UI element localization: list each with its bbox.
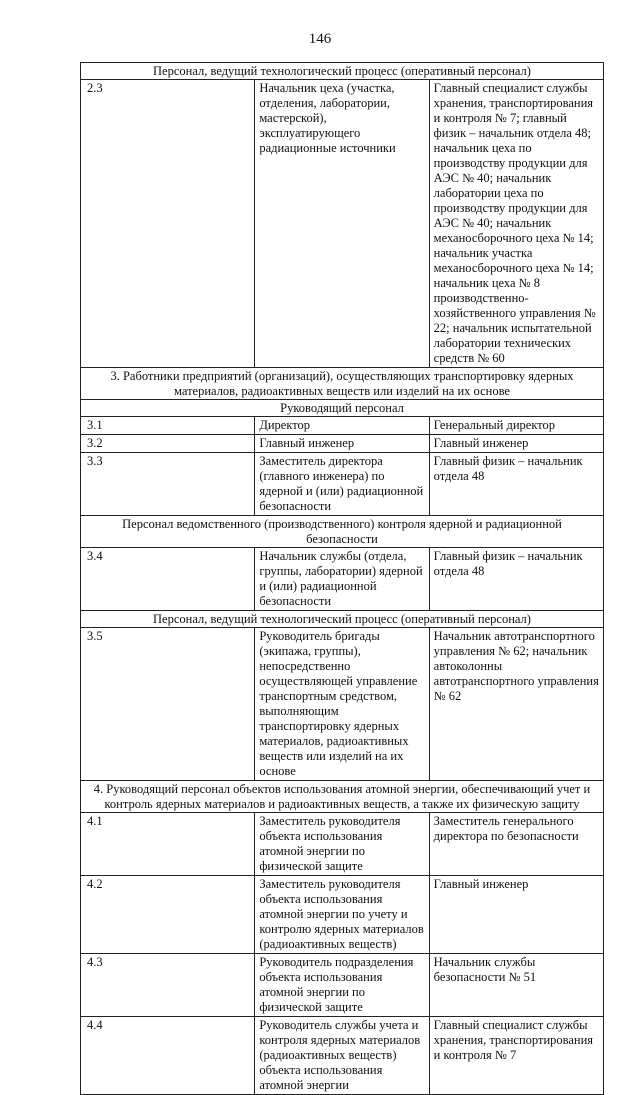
row-number: 3.2 bbox=[81, 435, 255, 453]
position-cell: Руководитель подразделения объекта использования атомной энергии по физической защите bbox=[255, 954, 429, 1017]
row-number: 4.2 bbox=[81, 876, 255, 954]
table-row bbox=[81, 435, 604, 453]
position-cell: Начальник службы (отдела, группы, лаборатории) ядерной и (или) радиационной безопасности bbox=[255, 548, 429, 611]
table-row bbox=[81, 80, 604, 368]
position-cell: Заместитель руководителя объекта использования атомной энергии по учету и контролю ядерных материалов (радиоактивных веществ) bbox=[255, 876, 429, 954]
table-row bbox=[81, 628, 604, 781]
section-header: Руководящий персонал bbox=[81, 400, 604, 417]
row-number: 3.1 bbox=[81, 417, 255, 435]
position-cell: Заместитель руководителя объекта использования атомной энергии по физической защите bbox=[255, 813, 429, 876]
table-row bbox=[81, 548, 604, 611]
equivalent-position-cell: Заместитель генерального директора по безопасности bbox=[429, 813, 603, 876]
section-header: 3. Работники предприятий (организаций), осуществляющих транспортировку ядерных материалов, радиоактивных веществ или изделий на их основе bbox=[81, 368, 604, 400]
section-header-row bbox=[81, 781, 604, 813]
equivalent-position-cell: Главный специалист службы хранения, транспортирования и контроля № 7; главный физик – начальник отдела 48; начальник цеха по производству продукции для АЭС № 40; начальник лаборатории цеха по производству продукции для АЭС № 40; начальник механосборочного цеха № 14; начальник участка механосборочного цеха № 14; начальник цеха № 8 производственно-хозяйственного управления № 22; начальник испытательной лаборатории технических средств № 60 bbox=[429, 80, 603, 368]
section-header-row bbox=[81, 368, 604, 400]
position-cell: Руководитель бригады (экипажа, группы), непосредственно осуществляющей управление транспортным средством, выполняющим транспортировку ядерных материалов, радиоактивных веществ или изделий на их основе bbox=[255, 628, 429, 781]
section-header: Персонал ведомственного (производственного) контроля ядерной и радиационной безопасности bbox=[81, 516, 604, 548]
equivalent-position-cell: Главный инженер bbox=[429, 876, 603, 954]
row-number: 2.3 bbox=[81, 80, 255, 368]
table-row bbox=[81, 876, 604, 954]
equivalent-position-cell: Начальник автотранспортного управления № 62; начальник автоколонны автотранспортного управления № 62 bbox=[429, 628, 603, 781]
row-number: 4.3 bbox=[81, 954, 255, 1017]
section-header-row bbox=[81, 400, 604, 417]
position-cell: Главный инженер bbox=[255, 435, 429, 453]
section-header: Персонал, ведущий технологический процесс (оперативный персонал) bbox=[81, 611, 604, 628]
section-header: 4. Руководящий персонал объектов использования атомной энергии, обеспечивающий учет и контроль ядерных материалов и радиоактивных веществ, а также их физическую защиту bbox=[81, 781, 604, 813]
section-header-row bbox=[81, 611, 604, 628]
equivalent-position-cell: Начальник службы безопасности № 51 bbox=[429, 954, 603, 1017]
row-number: 4.4 bbox=[81, 1017, 255, 1095]
equivalent-position-cell: Главный специалист службы хранения, транспортирования и контроля № 7 bbox=[429, 1017, 603, 1095]
equivalent-position-cell: Главный физик – начальник отдела 48 bbox=[429, 453, 603, 516]
positions-table bbox=[80, 62, 604, 1095]
row-number: 4.1 bbox=[81, 813, 255, 876]
table-row bbox=[81, 1017, 604, 1095]
section-header: Персонал, ведущий технологический процесс (оперативный персонал) bbox=[81, 63, 604, 80]
page-number: 146 bbox=[308, 31, 332, 47]
section-header-row bbox=[81, 516, 604, 548]
row-number: 3.5 bbox=[81, 628, 255, 781]
table-row bbox=[81, 453, 604, 516]
section-header-row bbox=[81, 63, 604, 80]
row-number: 3.4 bbox=[81, 548, 255, 611]
table-row bbox=[81, 954, 604, 1017]
equivalent-position-cell: Главный физик – начальник отдела 48 bbox=[429, 548, 603, 611]
equivalent-position-cell: Генеральный директор bbox=[429, 417, 603, 435]
equivalent-position-cell: Главный инженер bbox=[429, 435, 603, 453]
position-cell: Директор bbox=[255, 417, 429, 435]
table-row bbox=[81, 813, 604, 876]
table-row bbox=[81, 417, 604, 435]
row-number: 3.3 bbox=[81, 453, 255, 516]
position-cell: Начальник цеха (участка, отделения, лаборатории, мастерской), эксплуатирующего радиационные источники bbox=[255, 80, 429, 368]
position-cell: Руководитель службы учета и контроля ядерных материалов (радиоактивных веществ) объекта использования атомной энергии bbox=[255, 1017, 429, 1095]
position-cell: Заместитель директора (главного инженера) по ядерной и (или) радиационной безопасности bbox=[255, 453, 429, 516]
